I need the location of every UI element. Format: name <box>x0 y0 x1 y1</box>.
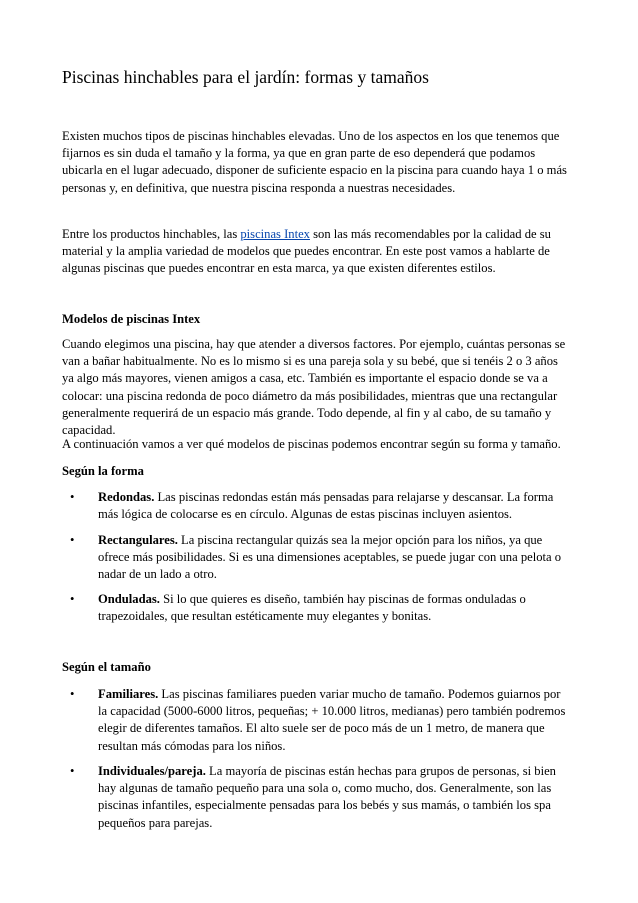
products-line: algunas piscinas que puedes encontrar en esta marca, ya que existen diferentes estilos. <box>62 261 496 276</box>
item-text: La mayoría de piscinas están hechas para grupos de personas, si bien <box>205 764 556 778</box>
bullet-icon: • <box>70 533 75 547</box>
models-line: generalmente requerirá de un espacio más grande. Todo depende, al fin y al cabo, de su tamaño y <box>62 405 552 420</box>
shape-item-redondas <box>98 489 588 523</box>
intro-line: Existen muchos tipos de piscinas hinchables elevadas. Uno de los aspectos en los que tenemos que <box>62 129 560 143</box>
models-line: colocar: una piscina redonda de poco diámetro da más posibilidades, mientras que una rectangular <box>62 388 558 403</box>
item-text: La piscina rectangular quizás sea la mejor opción para los niños, ya que <box>177 533 543 547</box>
shape-heading: Según la forma <box>62 464 144 478</box>
shape-item-onduladas <box>98 591 588 625</box>
products-line: material y la amplia variedad de modelos que puedes encontrar. En este post vamos a hablarte de <box>62 244 550 259</box>
item-line: hay algunas de tamaño pequeño para una sola o, como mucho, dos. Generalmente, son las <box>98 781 552 796</box>
products-text: Entre los productos hinchables, las <box>62 227 241 241</box>
item-line: pequeños para parejas. <box>98 815 213 830</box>
bullet-icon: • <box>70 490 75 504</box>
item-term: Individuales/pareja. <box>98 764 206 778</box>
models-line: capacidad. <box>62 423 116 438</box>
products-paragraph <box>62 226 582 278</box>
models-heading: Modelos de piscinas Intex <box>62 312 201 326</box>
item-line <box>98 763 588 780</box>
item-text: Las piscinas redondas están más pensadas para relajarse y descansar. La forma <box>154 490 554 504</box>
shape-item-rectangulares <box>98 532 588 584</box>
intro-paragraph <box>62 128 582 197</box>
bullet-icon: • <box>70 764 75 778</box>
item-term: Rectangulares. <box>98 533 178 547</box>
continue-paragraph <box>62 436 582 453</box>
item-line: piscinas infantiles, especialmente pensadas para los bebés y sus mamás, o también los spa <box>98 798 551 813</box>
item-term: Familiares. <box>98 687 159 701</box>
intro-line: personas y, en definitiva, que nuestra piscina responda a nuestras necesidades. <box>62 180 456 195</box>
models-line: Cuando elegimos una piscina, hay que atender a diversos factores. Por ejemplo, cuántas personas se <box>62 337 566 351</box>
piscinas-intex-link[interactable]: piscinas Intex <box>240 227 310 241</box>
item-text: Las piscinas familiares pueden variar mucho de tamaño. Podemos guiarnos por <box>158 687 561 701</box>
bullet-icon: • <box>70 687 75 701</box>
intro-line: fijarnos es sin duda el tamaño y la forma, ya que en gran parte de eso dependerá que podamos <box>62 146 536 161</box>
models-line: van a bañar habitualmente. No es lo mismo si es una pareja sola y su bebé, que si tenéis 2 o 3 años <box>62 354 558 369</box>
item-term: Redondas. <box>98 490 155 504</box>
item-text: Si lo que quieres es diseño, también hay piscinas de formas onduladas o <box>159 592 526 606</box>
size-item-familiares <box>98 686 588 755</box>
bullet-icon: • <box>70 592 75 606</box>
size-heading: Según el tamaño <box>62 660 151 674</box>
item-line <box>98 532 588 549</box>
item-line: nadar de un lado a otro. <box>98 567 217 582</box>
continue-line: A continuación vamos a ver qué modelos de piscinas podemos encontrar según su forma y tamaño. <box>62 437 561 451</box>
item-term: Onduladas. <box>98 592 160 606</box>
item-line <box>98 686 588 703</box>
page-title: Piscinas hinchables para el jardín: formas y tamaños <box>62 67 429 87</box>
item-line: ofrece más posibilidades. Si es una dimensiones aceptables, se puede jugar con una pelota o <box>98 550 562 565</box>
item-line: trapezoidales, que resultan estéticamente muy elegantes y bonitas. <box>98 609 432 624</box>
item-line <box>98 489 588 506</box>
item-line: resultan más cómodas para los niños. <box>98 738 286 753</box>
products-line <box>62 226 582 243</box>
item-line: la capacidad (5000-6000 litros, pequeñas; + 10.000 litros, medianas) pero también podremos <box>98 704 566 719</box>
models-paragraph <box>62 336 582 439</box>
item-line: más lógica de colocarse es en círculo. Algunas de estas piscinas incluyen asientos. <box>98 507 513 522</box>
products-text: son las más recomendables por la calidad de su <box>309 227 551 241</box>
size-item-individuales <box>98 763 588 832</box>
item-line <box>98 591 588 608</box>
models-line: ya algo más mayores, vienen amigos a casa, etc. También es importante el espacio donde se va a <box>62 371 548 386</box>
intro-line: ubicarla en el lugar adecuado, disponer de suficiente espacio en la piscina para cuando haya 1 o más <box>62 163 567 178</box>
item-line: elegir de diferentes tamaños. El alto suele ser de poco más de un 1 metro, de manera que <box>98 721 545 736</box>
